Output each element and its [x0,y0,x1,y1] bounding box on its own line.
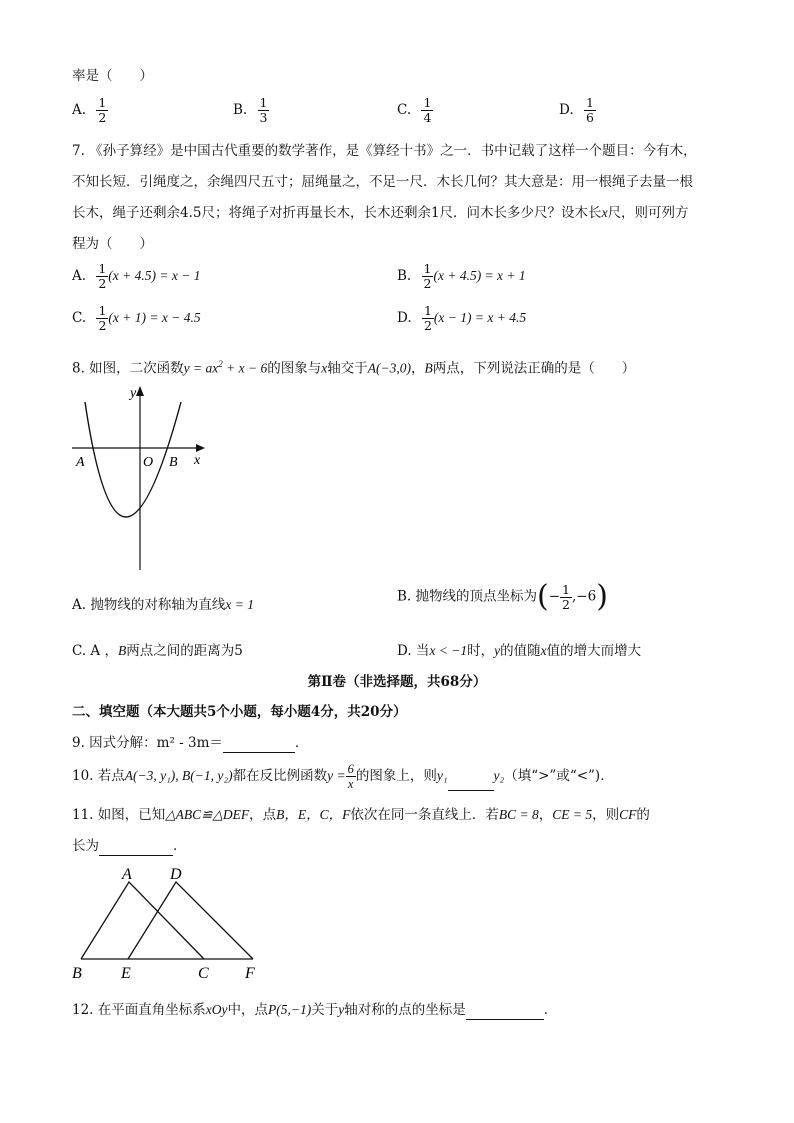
frac-den: 2 [98,110,107,125]
q12-system: xOy [205,1002,228,1017]
q8-func2: + x − 6 [222,360,268,376]
q11-c: 依次在同一条直线上．若 [350,807,499,823]
frac-den: 2 [562,596,570,612]
var-x: x [540,643,547,658]
label-o: O [143,455,154,470]
parabola-graph [68,380,213,575]
option-text-2: 时， [467,643,495,659]
q8-stem-e: 两点，下列说法正确的是（ ） [432,360,636,377]
minus-sign: − [548,588,561,605]
q7-option-b [397,262,526,291]
q8-option-c [72,639,243,659]
q10-d: （填“>”或“<”)． [504,768,614,784]
q11-end: ． [173,838,187,854]
frac-den: 2 [423,276,432,291]
frac-den: 2 [423,318,432,333]
q8-option-a [72,593,254,613]
frac-num: 1 [98,261,107,276]
triangles-figure [66,862,266,984]
q12-point: P(5,−1) [268,1002,312,1017]
q6-option-c [397,96,433,125]
q7-option-d [397,304,526,333]
q7-line3-a: 长木，绳子还剩余4.5尺；将绳子对折再量长木，长木还剩余1尺．问木长多少尺？设木长 [72,205,602,221]
option-expr: (x + 4.5) = x + 1 [433,268,526,283]
point-b: B [117,643,127,658]
frac-num: 1 [423,261,432,276]
q11-cf: CF [619,807,637,822]
q7-line2: 不知长短．引绳度之，余绳四尺五寸；屈绳量之，不足一尺．木长几何？其大意是：用一根绳子去量一根 [72,174,693,190]
q8-stem-d: ， [410,360,425,377]
frac-num: 1 [585,95,594,110]
label-b: B [72,965,82,982]
var-y: y [494,643,501,658]
triangle-def [128,882,253,959]
q6-tail: 率是（ ） [72,68,153,84]
q11-points: B，E，C，F [276,807,351,822]
q8-stem-b: 的图象与 [267,360,322,377]
q8-func-sup: 2 [218,359,223,369]
option-text-2: 两点之间的距离为5 [126,643,243,659]
option-letter: A. [72,268,87,284]
q7-option-c [72,304,201,333]
q11-e: 的 [636,807,650,823]
q11-d: ，则 [592,807,620,823]
option-letter: C. [397,102,412,118]
label-d: D [170,866,182,883]
option-letter: D. [397,310,412,326]
triangle-abc [81,882,204,959]
q7-line3 [72,203,689,223]
q11-line2-text: 长为 [72,838,99,854]
option-letter: B. [397,268,412,284]
q10-answer-blank[interactable] [448,790,494,791]
section-title: 第Ⅱ卷（非选择题，共68分） [307,674,487,690]
q11-line2 [72,836,187,856]
q6-option-a [72,96,108,125]
q11-ce: CE = 5 [552,807,593,822]
q11-answer-blank[interactable] [99,855,173,856]
y-axis-arrow [136,386,144,396]
q12-b: 中，点 [227,1002,268,1018]
label-c: C [198,965,209,982]
option-letter: C. [72,310,87,326]
option-text: B. 抛物线的顶点坐标为 [397,588,538,605]
frac-den: 3 [259,110,268,125]
option-text: C. A ， [72,643,118,659]
option-letter: B. [233,102,248,118]
q11-triangles: △ABC≌△DEF [165,807,250,822]
frac-num: 1 [98,303,107,318]
q8-stem-c: 轴交于 [327,360,368,377]
frac-num: 1 [259,95,268,110]
option-math: x < −1 [429,643,468,658]
q6-option-d [559,96,596,125]
frac-num: 1 [423,95,432,110]
option-expr: (x + 4.5) = x − 1 [108,268,201,283]
option-expr: (x + 1) = x − 4.5 [108,310,201,325]
q7-option-a [72,262,200,291]
q8-stem [72,354,635,379]
q10-points: A(−3, y₁), B(−1, y₂) [124,768,233,783]
q8-stem-a: 8. 如图，二次函数 [72,360,184,377]
q7-line1: 7. 《孙子算经》是中国古代重要的数学著作，是《算经十书》之一．书中记载了这样一个题目：今有木， [72,143,697,159]
q10-c: 的图象上，则 [355,768,437,784]
q12-c: 关于 [311,1002,339,1018]
q8-func: y = ax [183,360,219,376]
q10-b: 都在反比例函数 [232,768,328,784]
frac-num: 6 [347,762,354,776]
label-y: y [130,386,137,401]
q11-sep: ， [538,807,553,823]
option-text: D. 当 [397,643,430,659]
option-math: x = 1 [225,597,254,612]
label-b: B [169,455,178,470]
q9-text: 9. 因式分解：m² - 3m＝ [72,735,223,751]
q11-bc: BC = 8 [498,807,539,822]
q6-option-b [233,96,269,125]
frac-num: 1 [423,303,432,318]
point-b: B [424,360,433,376]
q10 [72,762,614,791]
option-text-4: 值的增大而增大 [546,643,642,659]
q9 [72,733,308,753]
frac-num: 1 [562,581,570,597]
option-letter: D. [559,102,574,118]
q12 [72,1000,557,1020]
frac-den: 2 [98,318,107,333]
q8-option-b: B. 抛物线的顶点坐标为(− $\frac{1}{2}$ ,−6) [397,579,608,614]
option-text-3: 的值随 [500,643,541,659]
point-a: A(−3,0) [367,360,411,376]
frac-den: 4 [423,110,432,125]
q11-b: ，点 [249,807,277,823]
q7-line3-b: 尺，则可列方 [607,205,689,221]
q12-answer-blank[interactable] [466,1019,544,1020]
q12-end: ． [543,1002,558,1018]
section-heading: 二、填空题（本大题共5个小题，每小题4分，共20分） [72,704,407,720]
q9-answer-blank[interactable] [223,752,295,753]
var-x: x [601,205,608,220]
parabola-curve [85,402,181,517]
q10-a: 10. 若点 [72,768,125,784]
option-tail: ,−6 [572,588,597,605]
var-y: y [338,1002,345,1017]
q10-y: y = [327,768,346,783]
frac-den: 6 [585,110,594,125]
q10-y2: y₂ [493,768,505,783]
q11-line1 [72,805,650,825]
label-f: F [245,965,255,982]
label-a: A [76,455,85,470]
q7-line4: 程为（ ） [72,236,153,252]
label-x: x [194,453,201,468]
q12-d: 轴对称的点的坐标是 [344,1002,466,1018]
x-axis-arrow [196,444,205,452]
option-letter: A. [72,102,87,118]
option-expr: (x − 1) = x + 4.5 [433,310,527,325]
q11-a: 11. 如图，已知 [72,807,166,823]
label-e: E [121,965,131,982]
option-text: A. 抛物线的对称轴为直线 [72,597,226,613]
q8-option-d [397,639,641,659]
label-a: A [122,866,132,883]
q10-y1: y₁ [436,768,448,783]
frac-den: x [347,777,354,791]
q9-end: ． [294,735,309,751]
frac-den: 2 [98,276,107,291]
frac-num: 1 [98,95,107,110]
q12-a: 12. 在平面直角坐标系 [72,1002,206,1018]
var-x: x [321,360,328,376]
